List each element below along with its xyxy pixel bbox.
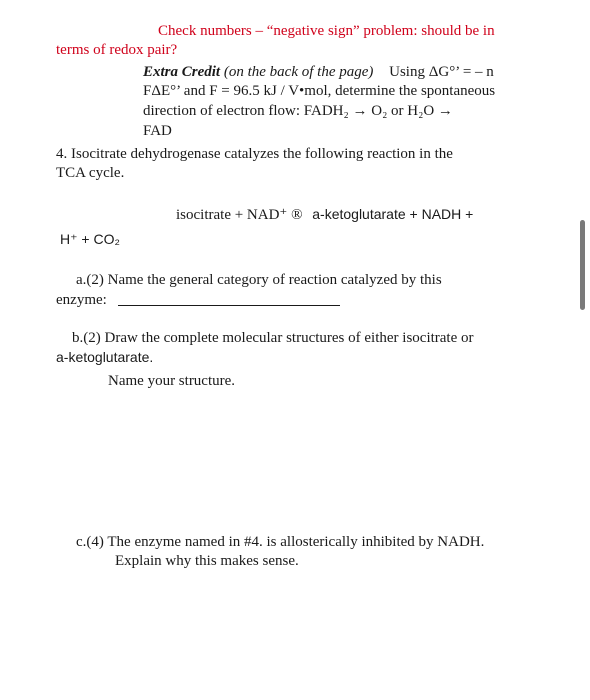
question-c-line-1: c.(4) The enzyme named in #4. is allosterically inhibited by NADH.: [76, 534, 485, 550]
question-b-line-2: a-ketoglutarate.: [56, 349, 154, 365]
note-line-2: terms of redox pair?: [56, 42, 178, 58]
question-a-line-1: a.(2) Name the general category of reaction catalyzed by this: [76, 272, 442, 288]
note-line-1: Check numbers – “negative sign” problem: should be in: [158, 23, 495, 39]
reaction-line-2: H⁺ + CO₂: [60, 231, 120, 247]
question-b-line-3: Name your structure.: [108, 373, 236, 389]
reaction-products: a-ketoglutarate + NADH +: [312, 206, 474, 222]
question-4-line-2: TCA cycle.: [56, 165, 125, 181]
reaction-reactants: isocitrate + NAD⁺ ®: [176, 207, 303, 223]
question-c-line-2: Explain why this makes sense.: [115, 553, 299, 569]
extra-credit-line-2: FΔE°’ and F = 96.5 kJ / V•mol, determine the spontaneous: [143, 83, 496, 99]
reaction-line-1: [176, 205, 473, 224]
extra-credit-line-4: FAD: [143, 123, 172, 139]
question-a-line-2: enzyme:: [56, 292, 107, 308]
question-4-line-1: 4. Isocitrate dehydrogenase catalyzes the following reaction in the: [56, 146, 453, 162]
answer-blank-a[interactable]: [118, 305, 340, 306]
extra-credit-line-1: [143, 63, 494, 81]
question-b-line-1: b.(2) Draw the complete molecular structures of either isocitrate or: [72, 330, 474, 346]
extra-credit-paren: (on the back of the page): [223, 64, 374, 80]
extra-credit-line-3: direction of electron flow: FADH₂ → O₂ or H₂O →: [143, 103, 453, 119]
vertical-scrollbar[interactable]: [580, 220, 585, 310]
extra-credit-heading: Extra Credit: [143, 64, 221, 80]
extra-credit-formula-start: Using ΔG°’ = – n: [389, 64, 494, 80]
